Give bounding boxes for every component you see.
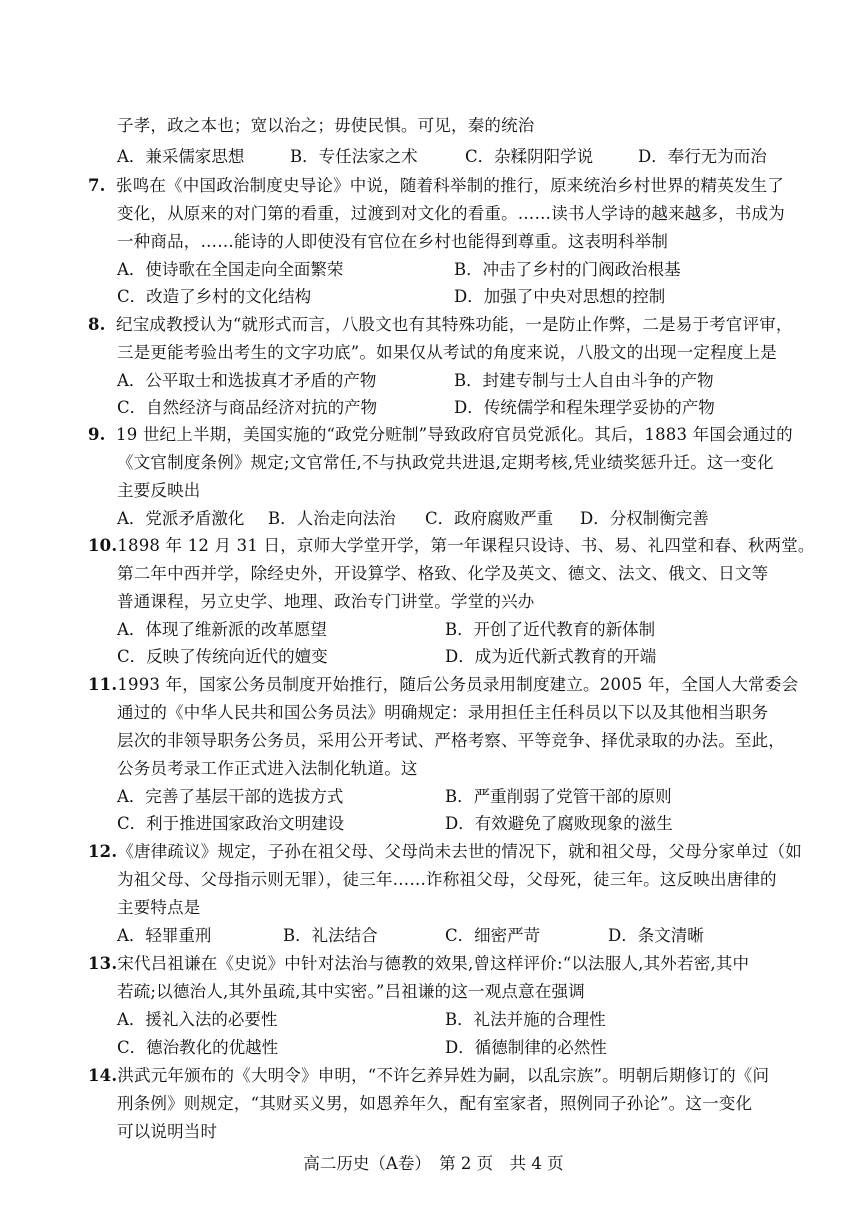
page-footer: 高二历史（A卷） 第 2 页 共 4 页 <box>303 1154 564 1173</box>
q8-line-1: 8. 纪宝成教授认为“就形式而言，八股文也有其特殊功能，一是防止作弊，二是易于考官评审， <box>88 315 793 334</box>
q9-line-3: 主要反映出 <box>117 481 201 500</box>
q11-option-a: A．完善了基层干部的选拔方式 <box>117 787 344 806</box>
q10-option-a: A．体现了维新派的改革愿望 <box>117 620 327 639</box>
q7-option-b: B．冲击了乡村的门阀政治根基 <box>454 260 681 279</box>
q9-option-c: C．政府腐败严重 <box>425 509 554 528</box>
q6-stem-line: 子孝，政之本也；宽以治之；毋使民惧。可见，秦的统治 <box>117 116 535 135</box>
q10-option-c: C．反映了传统向近代的嬗变 <box>117 647 328 666</box>
q11-option-d: D．有效避免了腐败现象的滋生 <box>445 814 673 833</box>
q12-option-a: A．轻罪重刑 <box>117 926 212 945</box>
q12-option-d: D．条文清晰 <box>608 926 704 945</box>
q8-line-2: 三是更能考验出考生的文字功底”。如果仅从考试的角度来说，八股文的出现一定程度上是 <box>117 343 777 362</box>
q10-number: 10. <box>88 536 118 555</box>
q13-line-2: 若疏;以德治人,其外虽疏,其中实密。”吕祖谦的这一观点意在强调 <box>117 982 585 1001</box>
q14-number: 14. <box>88 1066 118 1085</box>
q6-option-a: A．兼采儒家思想 <box>117 147 245 166</box>
q9-line-1: 9. 19 世纪上半期，美国实施的“政党分赃制”导致政府官员党派化。其后，1883 年国会通过的 <box>88 425 793 444</box>
q7-line-1: 7. 张鸣在《中国政治制度史导论》中说，随着科举制的推行，原来统治乡村世界的精英发生了 <box>88 176 784 195</box>
q13-line-1: 13.宋代吕祖谦在《史说》中针对法治与德教的效果,曾这样评价:“以法服人,其外若密,其中 <box>88 954 750 973</box>
q9-option-a: A．党派矛盾激化 <box>117 509 245 528</box>
q9-option-b: B．人治走向法治 <box>268 509 396 528</box>
q10-option-d: D．成为近代新式教育的开端 <box>445 647 657 666</box>
q7-line-2: 变化，从原来的对门第的看重，过渡到对文化的看重。……读书人学诗的越来越多，书成为 <box>117 204 785 223</box>
q11-line-4: 公务员考录工作正式进入法制化轨道。这 <box>117 759 418 778</box>
q9-option-d: D．分权制衡完善 <box>580 509 709 528</box>
q6-option-b: B．专任法家之术 <box>290 147 418 166</box>
q12-option-c: C．细密严苛 <box>445 926 541 945</box>
q12-line-1: 12.《唐律疏议》规定，子孙在祖父母、父母尚未去世的情况下，就和祖父母，父母分家单过（如 <box>88 842 803 861</box>
q13-option-a: A．援礼入法的必要性 <box>117 1010 278 1029</box>
q13-option-b: B．礼法并施的合理性 <box>445 1010 606 1029</box>
q11-line-2: 通过的《中华人民共和国公务员法》明确规定：录用担任主任科员以下以及其他相当职务 <box>117 703 769 722</box>
q8-option-b: B．封建专制与士人自由斗争的产物 <box>454 371 714 390</box>
q7-line-3: 一种商品，……能诗的人即使没有官位在乡村也能得到尊重。这表明科举制 <box>117 232 669 251</box>
q8-option-a: A．公平取士和选拔真才矛盾的产物 <box>117 371 377 390</box>
q10-option-b: B．开创了近代教育的新体制 <box>445 620 656 639</box>
q7-number: 7. <box>88 176 106 195</box>
q14-line-1: 14.洪武元年颁布的《大明令》申明，“不许乞养异姓为嗣，以乱宗族”。明朝后期修订的《问 <box>88 1066 770 1085</box>
q9-number: 9. <box>88 425 106 444</box>
q10-line-1: 10.1898 年 12 月 31 日，京师大学堂开学，第一年课程只设诗、书、易、礼四堂和春、秋两堂。 <box>88 536 815 555</box>
q7-option-a: A．使诗歌在全国走向全面繁荣 <box>117 260 344 279</box>
q11-option-c: C．利于推进国家政治文明建设 <box>117 814 345 833</box>
q11-line-3: 层次的非领导职务公务员，采用公开考试、严格考察、平等竞争、择优录取的办法。至此， <box>117 731 785 750</box>
q14-line-3: 可以说明当时 <box>117 1122 218 1141</box>
q8-number: 8. <box>88 315 106 334</box>
q12-number: 12. <box>88 842 118 861</box>
q12-line-2: 为祖父母、父母指示则无罪），徒三年……诈称祖父母，父母死，徒三年。这反映出唐律的 <box>117 870 777 889</box>
q13-option-d: D．循德制律的必然性 <box>445 1038 607 1057</box>
q10-line-3: 普通课程，另立史学、地理、政治专门讲堂。学堂的兴办 <box>117 592 535 611</box>
q7-option-d: D．加强了中央对思想的控制 <box>454 287 666 306</box>
q14-line-2: 刑条例》则规定，“其财买义男，如恩养年久，配有室家者，照例同子孙论”。这一变化 <box>117 1094 753 1113</box>
q8-option-d: D．传统儒学和程朱理学妥协的产物 <box>454 398 715 417</box>
q11-line-1: 11.1993 年，国家公务员制度开始推行，随后公务员录用制度建立。2005 年，全国人大常委会 <box>88 675 799 694</box>
q13-option-c: C．德治教化的优越性 <box>117 1038 279 1057</box>
q7-option-c: C．改造了乡村的文化结构 <box>117 287 312 306</box>
q12-line-3: 主要特点是 <box>117 898 201 917</box>
q9-line-2: 《文官制度条例》规定;文官常任,不与执政党共进退,定期考核,凭业绩奖惩升迁。这一变化 <box>117 453 774 472</box>
q11-option-b: B．严重削弱了党管干部的原则 <box>445 787 672 806</box>
q8-option-c: C．自然经济与商品经济对抗的产物 <box>117 398 378 417</box>
q10-line-2: 第二年中西并学，除经史外，开设算学、格致、化学及英文、德文、法文、俄文、日文等 <box>117 564 769 583</box>
q6-option-c: C．杂糅阴阳学说 <box>465 147 594 166</box>
q13-number: 13. <box>88 954 118 973</box>
q11-number: 11. <box>88 675 118 694</box>
q12-option-b: B．礼法结合 <box>283 926 378 945</box>
q6-option-d: D．奉行无为而治 <box>638 147 767 166</box>
